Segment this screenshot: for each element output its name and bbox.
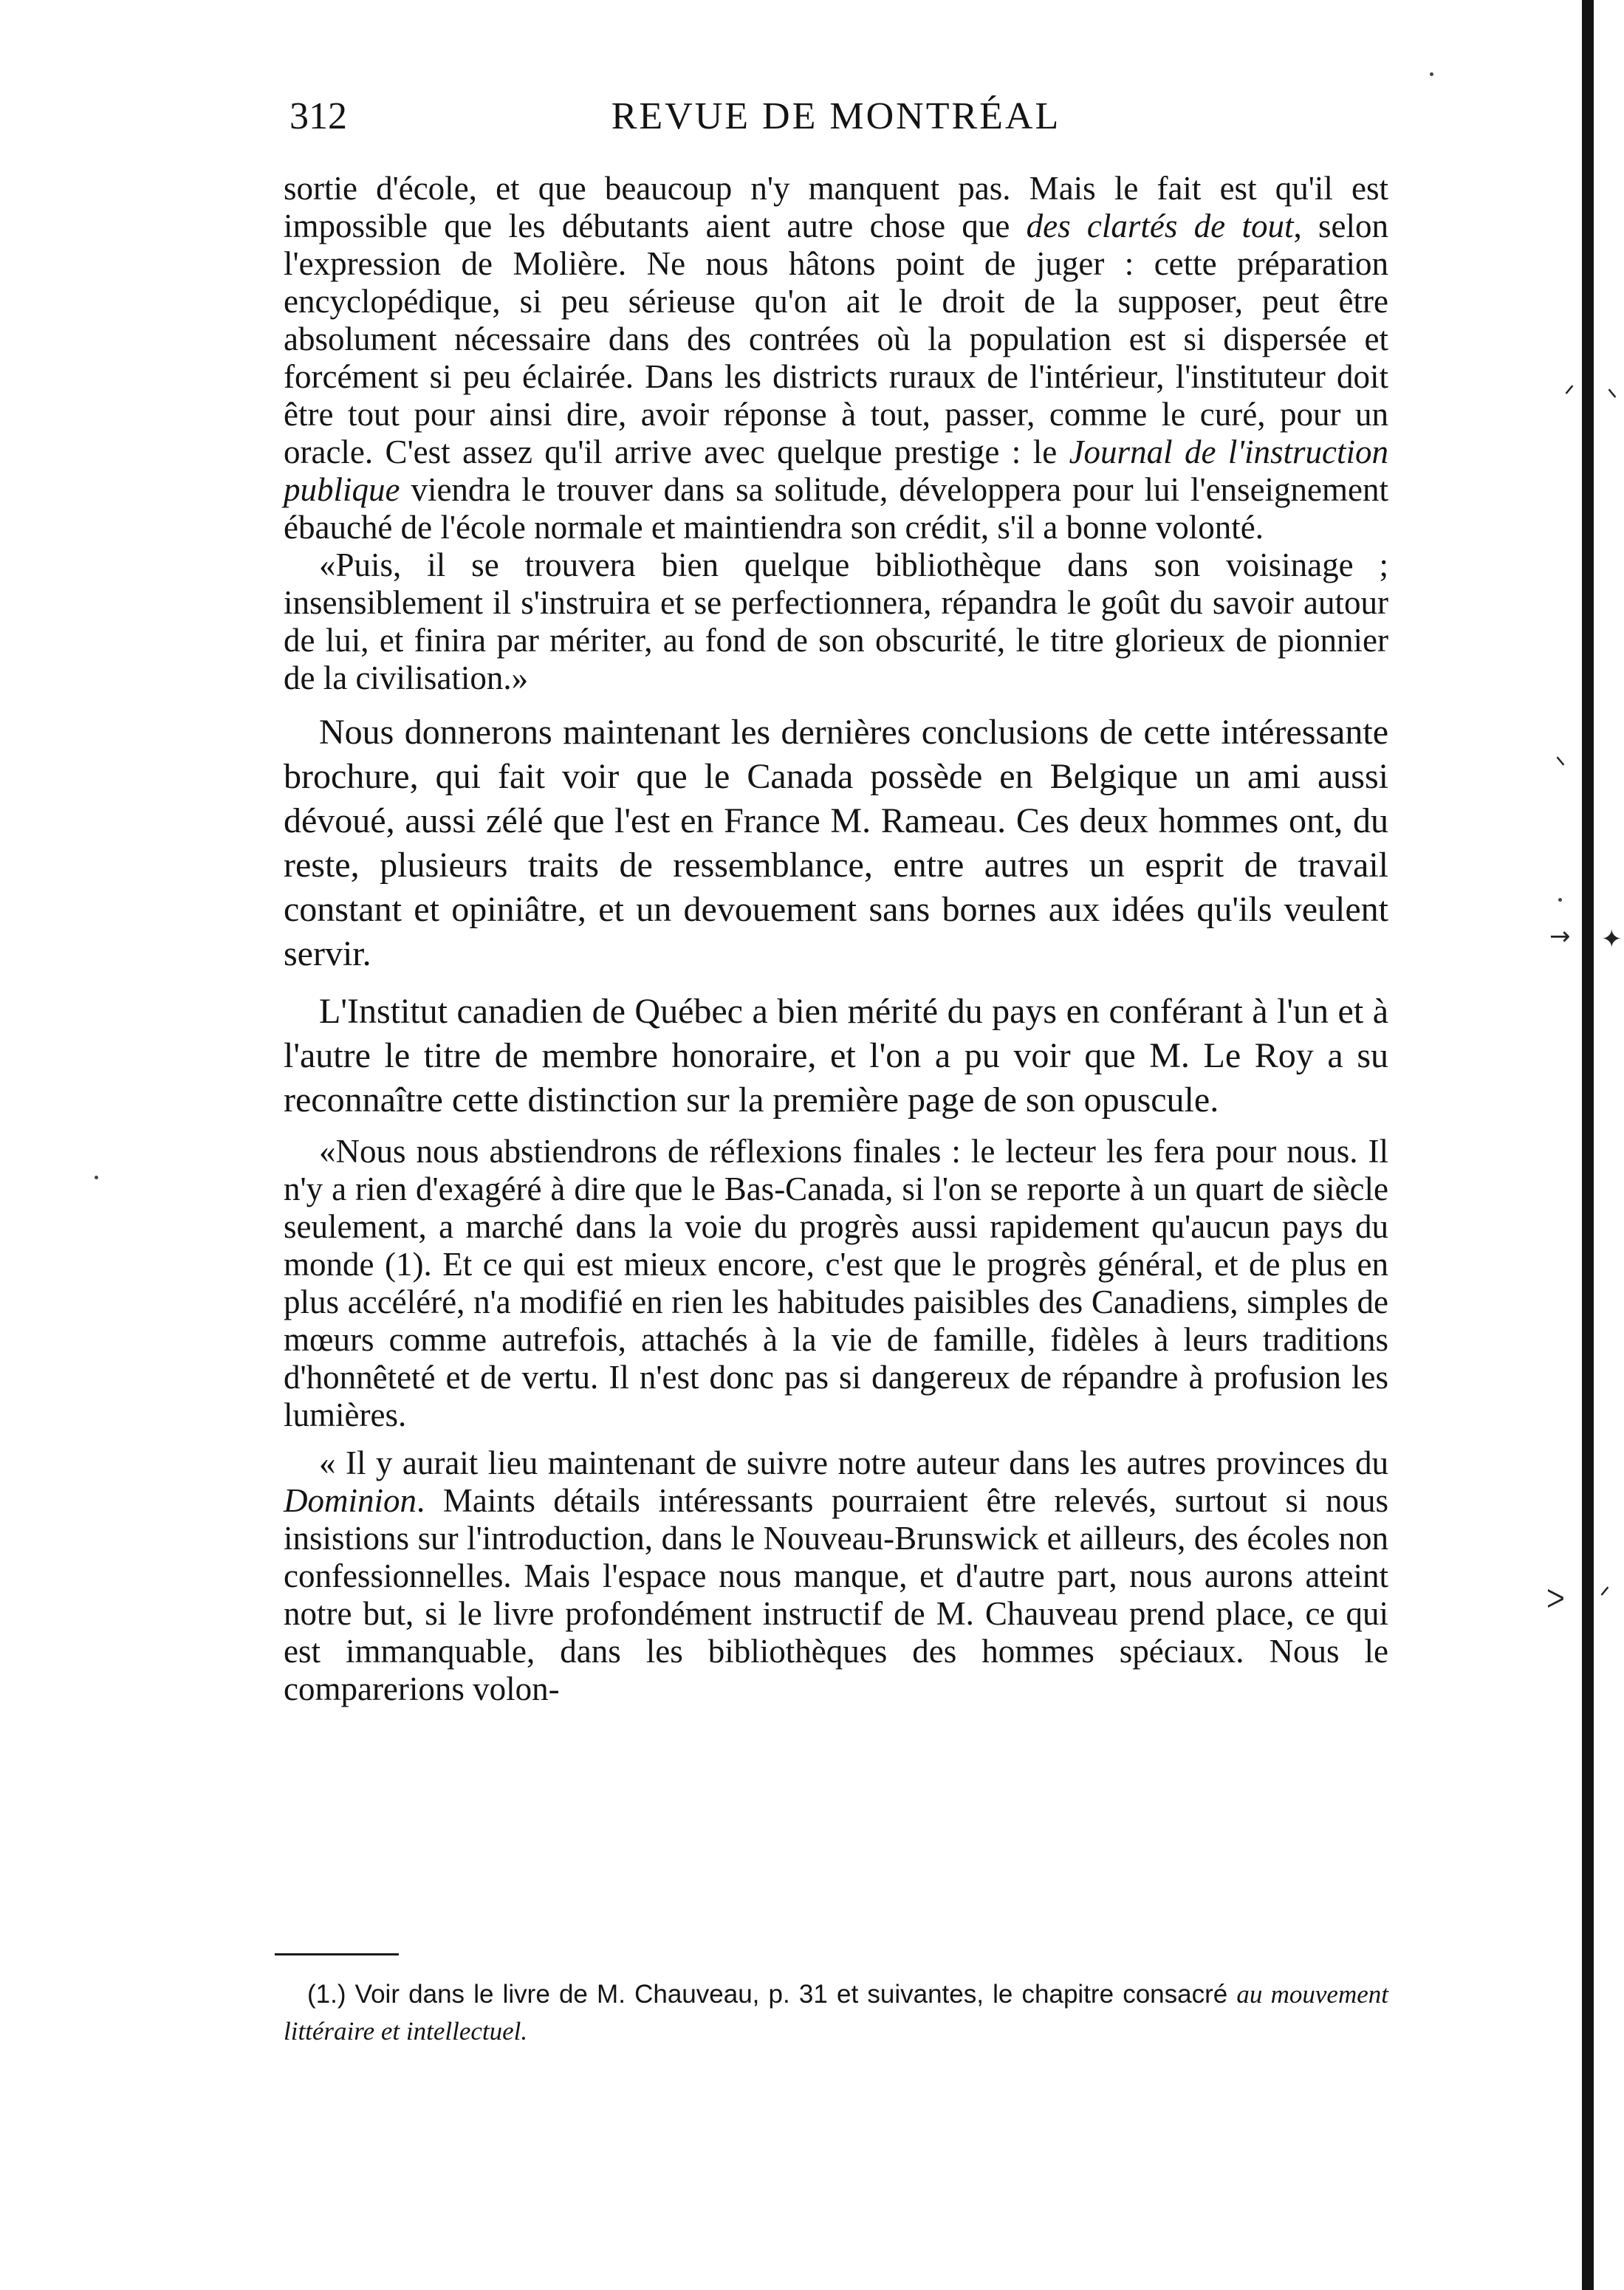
page-header (278, 87, 1394, 146)
margin-tick-icon: ᐳ (1546, 1585, 1565, 1614)
margin-arrow-icon: → (1549, 922, 1571, 951)
scan-speck (1430, 72, 1433, 76)
body-text (284, 170, 1388, 1708)
running-title: REVUE DE MONTRÉAL (611, 95, 1061, 137)
margin-tick-icon: ᐠ (1607, 384, 1618, 414)
margin-tick-icon: ᐟ (1564, 380, 1575, 410)
italic-phrase: des clartés de tout (1026, 208, 1294, 244)
paragraph-6: « Il y aurait lieu maintenant de suivre notre auteur dans les autres provinces du Dominion. Maints détails intéressants pourraient être relevés, surtout si nous insistions sur l'introduction, dans le Nouveau-Brunswick et ailleurs, des écoles non confessionnelles. Mais l'espace nous manque, et d'autre part, nous aurons atteint notre but, si le livre profondément instructif de M. Chauveau prend place, ce qui est immanquable, dans les bibliothèques des hommes spéciaux. Nous le comparerions volon- (284, 1444, 1388, 1707)
page-number: 312 (289, 95, 347, 137)
italic-dominion: Dominion (284, 1482, 417, 1519)
binding-edge-bar (1582, 0, 1594, 2290)
paragraph-1: sortie d'école, et que beaucoup n'y manquent pas. Mais le fait est qu'il est impossible que les débutants aient autre chose que des clartés de tout, selon l'expression de Molière. Ne nous hâtons point de juger : cette préparation encyclopédique, si peu sérieuse qu'on ait le droit de la supposer, peut être absolument nécessaire dans des contrées où la population est si dispersée et forcément si peu éclairée. Dans les districts ruraux de l'intérieur, l'instituteur doit être tout pour ainsi dire, avoir réponse à tout, passer, comme le curé, pour un oracle. C'est assez qu'il arrive avec quelque prestige : le Journal de l'instruction publique viendra le trouver dans sa solitude, développera pour lui l'enseignement ébauché de l'école normale et maintiendra son crédit, s'il a bonne volonté. (284, 170, 1388, 546)
margin-dot-icon: ✦ (1601, 925, 1623, 954)
footnote: (1.) Voir dans le livre de M. Chauveau, p. 31 et suivantes, le chapitre consacré au mouvement littéraire et intellectuel. (284, 1980, 1388, 2046)
footnote-italic: au mouvement littéraire et intellectuel. (284, 1980, 1388, 2046)
scan-speck (1558, 898, 1562, 902)
margin-tick-icon: ᐟ (1600, 1582, 1611, 1611)
paragraph-3: Nous donnerons maintenant les dernières conclusions de cette intéressante brochure, qui fait voir que le Canada possède en Belgique un ami aussi dévoué, aussi zélé que l'est en France M. Rameau. Ces deux hommes ont, du reste, plusieurs traits de ressemblance, entre autres un esprit de travail constant et opiniâtre, et un devouement sans bornes aux idées qu'ils veulent servir. (284, 713, 1388, 973)
footnote-divider (275, 1953, 399, 1955)
paragraph-4: L'Institut canadien de Québec a bien mérité du pays en conférant à l'un et à l'autre le titre de membre honoraire, et l'on a pu voir que M. Le Roy a su reconnaître cette distinction sur la première page de son opuscule. (284, 992, 1388, 1120)
paragraph-5: «Nous nous abstiendrons de réflexions finales : le lecteur les fera pour nous. Il n'y a rien d'exagéré à dire que le Bas-Canada, si l'on se reporte à un quart de siècle seulement, a marché dans la voie du progrès aussi rapidement qu'aucun pays du monde (1). Et ce qui est mieux encore, c'est que le progrès général, et de plus en plus accéléré, n'a modifié en rien les habitudes paisibles des Canadiens, simples de mœurs comme autrefois, attachés à la vie de famille, fidèles à leurs traditions d'honnêteté et de vertu. Il n'est donc pas si dangereux de répandre à profusion les lumières. (284, 1133, 1388, 1433)
margin-tick-icon: ᐠ (1555, 752, 1566, 781)
scan-speck (95, 1176, 98, 1179)
journal-title: Journal de l'instruction publique (284, 433, 1388, 508)
paragraph-2: «Puis, il se trouvera bien quelque bibliothèque dans son voisinage ; insensiblement il s'instruira et se perfectionnera, répandra le goût du savoir autour de lui, et finira par mériter, au fond de son obscurité, le titre glorieux de pionnier de la civilisation.» (284, 546, 1388, 696)
